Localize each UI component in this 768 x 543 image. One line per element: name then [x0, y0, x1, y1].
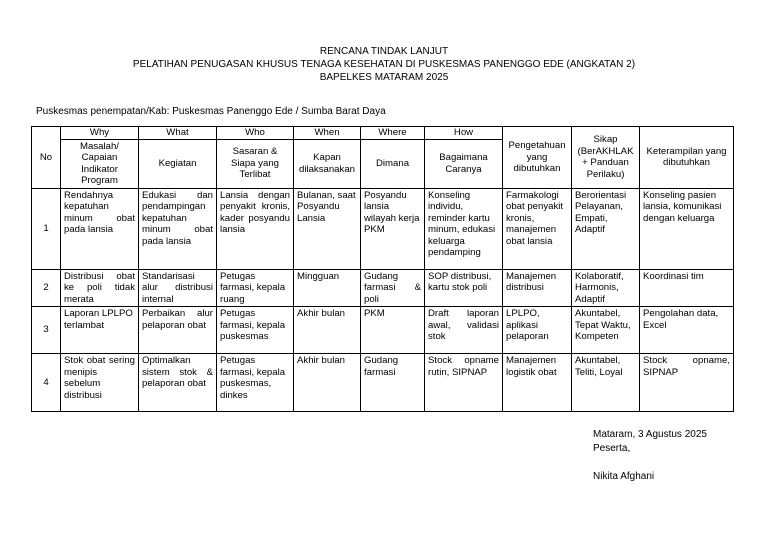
- signature-block: [593, 428, 707, 484]
- header-when: When: [294, 127, 361, 140]
- header-method: Bagaimana Caranya: [425, 139, 503, 188]
- signature-role: Peserta,: [593, 443, 631, 454]
- row-number: 1: [32, 188, 61, 269]
- table-row: [32, 354, 734, 412]
- header-timing: Kapan dilaksanakan: [294, 139, 361, 188]
- title-line-1: RENCANA TINDAK LANJUT: [319, 46, 449, 57]
- cell-skills: Stock opname, SIPNAP: [640, 354, 734, 412]
- cell-method: Stock opname rutin, SIPNAP: [425, 354, 503, 412]
- cell-target: Petugas farmasi, kepala ruang: [217, 269, 294, 307]
- cell-knowledge: Farmakologi obat penyakit kronis, manajemen obat lansia: [503, 188, 572, 269]
- cell-attitude: Berorientasi Pelayanan, Empati, Adaptif: [572, 188, 640, 269]
- location-line: Puskesmas penempatan/Kab: Puskesmas Panenggo Ede / Sumba Barat Daya: [36, 106, 386, 117]
- document-title: [0, 45, 768, 84]
- header-where: Where: [361, 127, 425, 140]
- cell-problem: Stok obat sering menipis sebelum distribusi: [61, 354, 139, 412]
- header-what: What: [139, 127, 217, 140]
- row-number: 4: [32, 354, 61, 412]
- cell-skills: Konseling pasien lansia, komunikasi dengan keluarga: [640, 188, 734, 269]
- signature-place-date: Mataram, 3 Agustus 2025: [593, 429, 707, 440]
- cell-knowledge: Manajemen logistik obat: [503, 354, 572, 412]
- cell-skills: Pengolahan data, Excel: [640, 307, 734, 354]
- cell-problem: Distribusi obat ke poli tidak merata: [61, 269, 139, 307]
- cell-timing: Akhir bulan: [294, 354, 361, 412]
- cell-activity: Perbaikan alur pelaporan obat: [139, 307, 217, 354]
- table-row: [32, 307, 734, 354]
- cell-skills: Koordinasi tim: [640, 269, 734, 307]
- cell-knowledge: Manajemen distribusi: [503, 269, 572, 307]
- cell-place: Gudang farmasi: [361, 354, 425, 412]
- header-target: Sasaran & Siapa yang Terlibat: [217, 139, 294, 188]
- cell-activity: Edukasi dan pendampingan kepatuhan minum obat pada lansia: [139, 188, 217, 269]
- cell-knowledge: LPLPO, aplikasi pelaporan: [503, 307, 572, 354]
- header-place: Dimana: [361, 139, 425, 188]
- title-line-2: PELATIHAN PENUGASAN KHUSUS TENAGA KESEHATAN DI PUSKESMAS PANENGGO EDE (ANGKATAN 2): [132, 59, 636, 70]
- cell-target: Lansia dengan penyakit kronis, kader posyandu lansia: [217, 188, 294, 269]
- cell-activity: Optimalkan sistem stok & pelaporan obat: [139, 354, 217, 412]
- cell-problem: Laporan LPLPO terlambat: [61, 307, 139, 354]
- header-how: How: [425, 127, 503, 140]
- cell-place: PKM: [361, 307, 425, 354]
- cell-timing: Mingguan: [294, 269, 361, 307]
- cell-place: Posyandu lansia wilayah kerja PKM: [361, 188, 425, 269]
- cell-attitude: Akuntabel, Teliti, Loyal: [572, 354, 640, 412]
- title-line-3: BAPELKES MATARAM 2025: [319, 72, 449, 83]
- cell-timing: Bulanan, saat Posyandu Lansia: [294, 188, 361, 269]
- header-no: No: [32, 127, 61, 189]
- cell-target: Petugas farmasi, kepala puskesmas, dinkes: [217, 354, 294, 412]
- header-why: Why: [61, 127, 139, 140]
- table-row: [32, 188, 734, 269]
- header-knowledge: Pengetahuan yang dibutuhkan: [503, 127, 572, 189]
- cell-method: SOP distribusi, kartu stok poli: [425, 269, 503, 307]
- table-row: [32, 269, 734, 307]
- cell-target: Petugas farmasi, kepala puskesmas: [217, 307, 294, 354]
- cell-method: Draft laporan awal, validasi stok: [425, 307, 503, 354]
- header-activity: Kegiatan: [139, 139, 217, 188]
- action-plan-table: [31, 126, 734, 412]
- cell-method: Konseling individu, reminder kartu minum, edukasi keluarga pendamping: [425, 188, 503, 269]
- header-attitude: Sikap (BerAKHLAK + Panduan Perilaku): [572, 127, 640, 189]
- cell-problem: Rendahnya kepatuhan minum obat pada lansia: [61, 188, 139, 269]
- cell-place: Gudang farmasi & poli: [361, 269, 425, 307]
- header-who: Who: [217, 127, 294, 140]
- row-number: 3: [32, 307, 61, 354]
- cell-timing: Akhir bulan: [294, 307, 361, 354]
- cell-activity: Standarisasi alur distribusi internal: [139, 269, 217, 307]
- cell-attitude: Kolaboratif, Harmonis, Adaptif: [572, 269, 640, 307]
- header-skills: Keterampilan yang dibutuhkan: [640, 127, 734, 189]
- row-number: 2: [32, 269, 61, 307]
- cell-attitude: Akuntabel, Tepat Waktu, Kompeten: [572, 307, 640, 354]
- header-problem: Masalah/ Capaian Indikator Program: [61, 139, 139, 188]
- signature-name: Nikita Afghani: [593, 471, 655, 482]
